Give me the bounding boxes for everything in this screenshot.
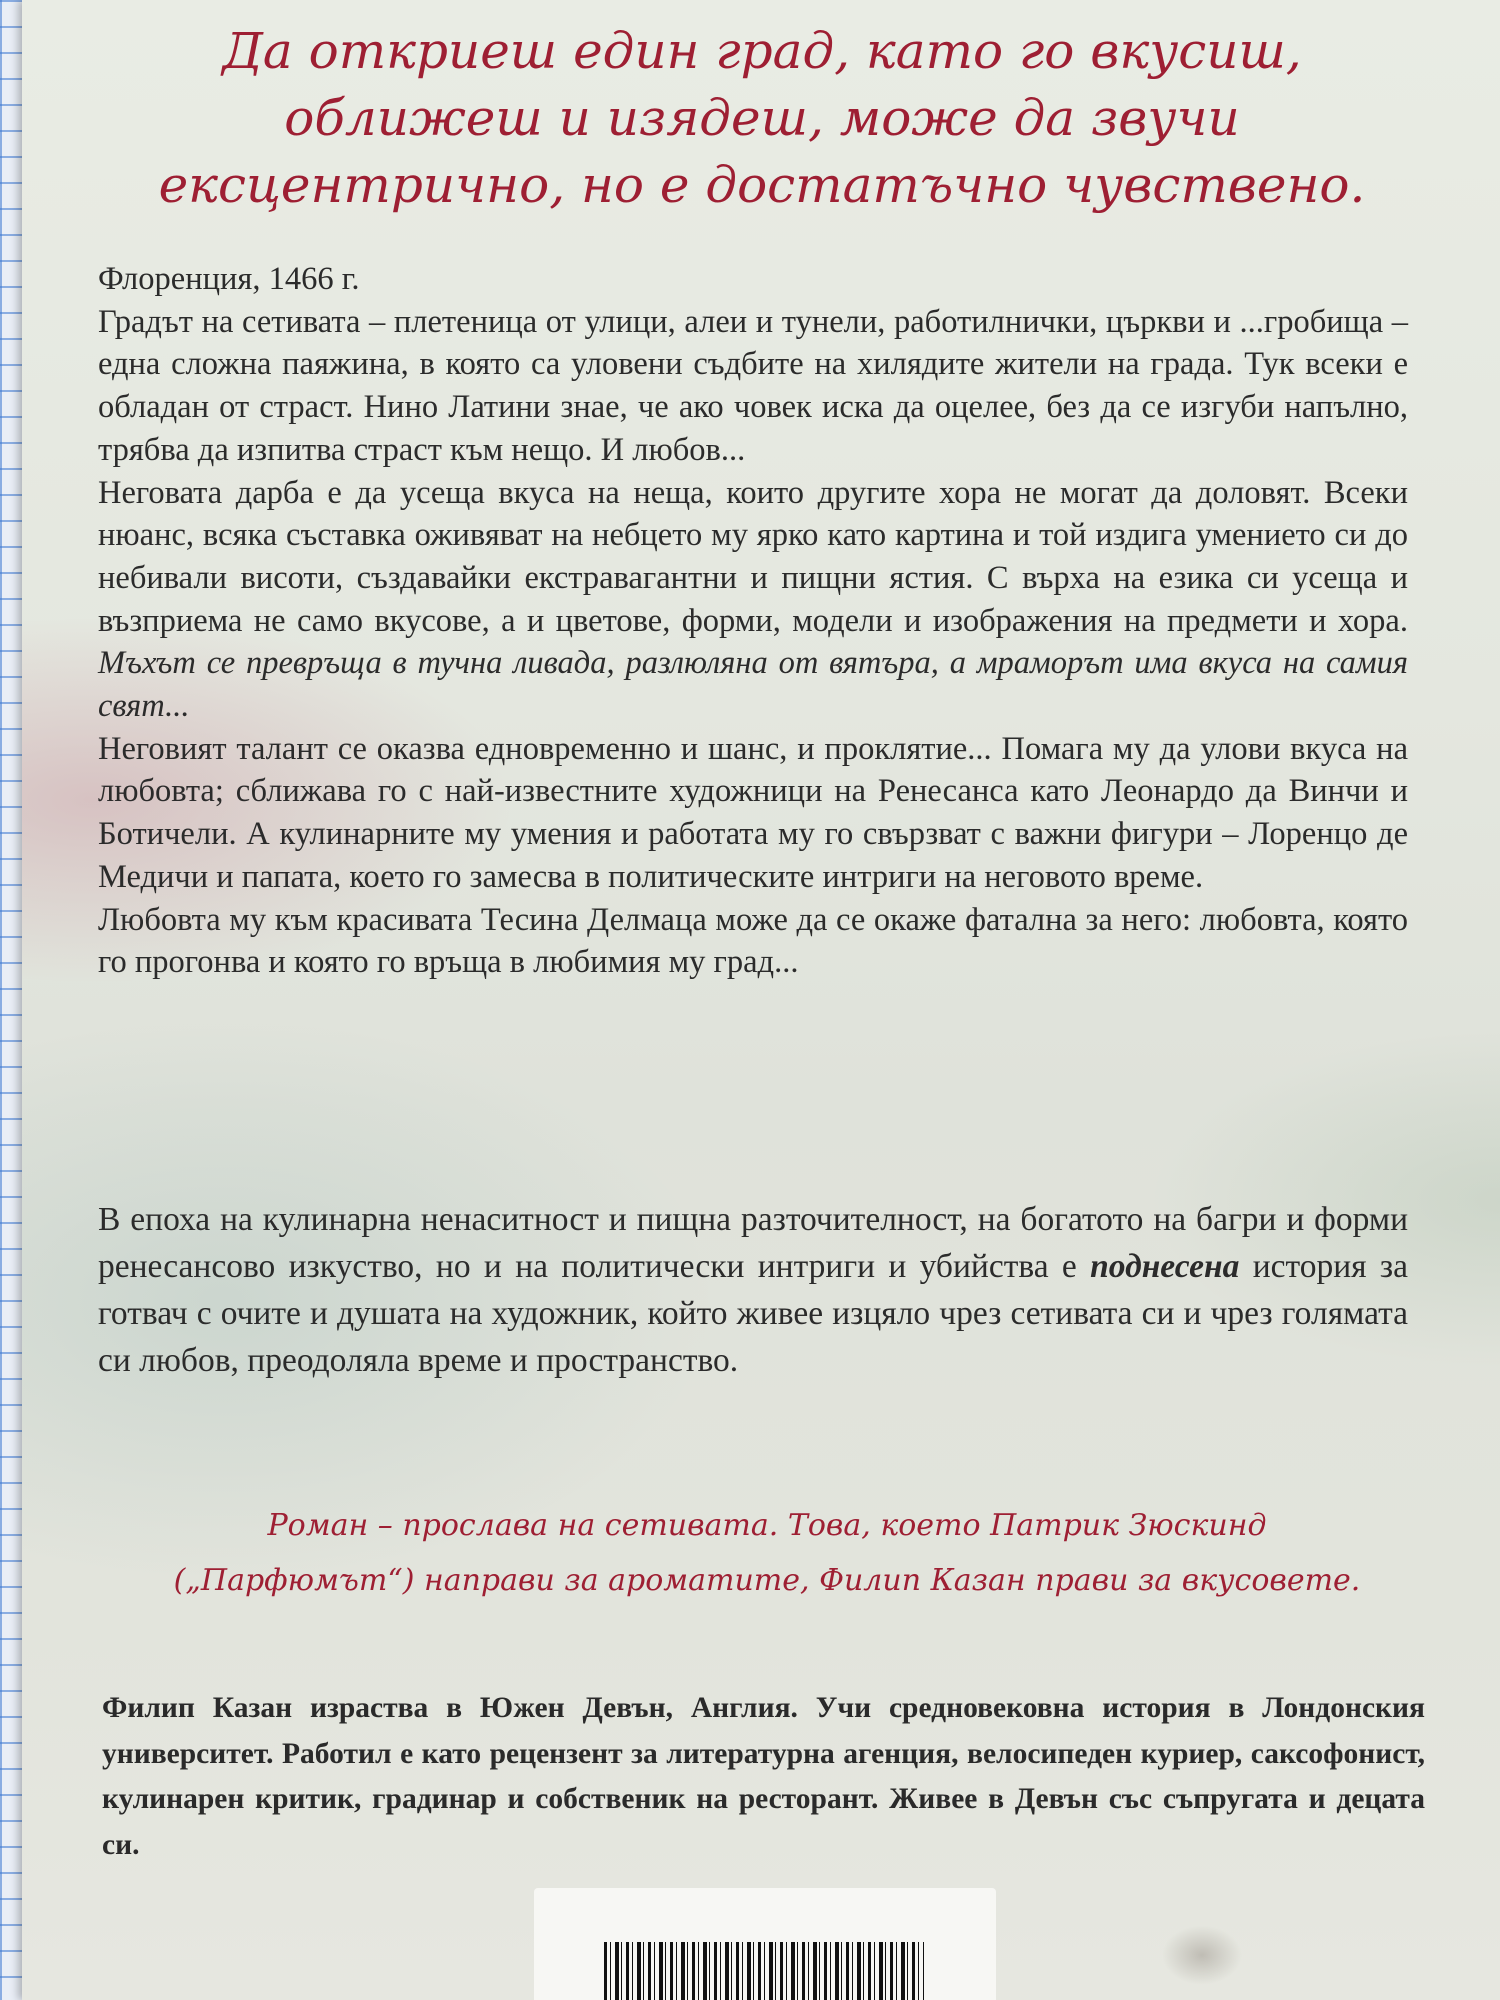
place-date: Флоренция, 1466 г. xyxy=(98,261,360,297)
epoch-paragraph-block xyxy=(98,1196,1408,1384)
synopsis-italic-quote: Мъхът се превръща в тучна ливада, разлюляна от вятъра, а мраморът има вкуса на самия свят... xyxy=(98,645,1408,725)
epoch-text-before: В епоха на кулинарна ненаситност и пищна разточителност, на богатото на багри и форми ренесансово изкуство, но и на политически интриги и убийства е xyxy=(98,1201,1408,1285)
synopsis xyxy=(98,258,1408,984)
praise-quote xyxy=(102,1498,1432,1608)
author-bio: Филип Казан израства в Южен Девън, Англия. Учи средновековна история в Лондонския университет. Работил е като рецензент за литературна агенция, велосипеден куриер, саксофонист, кулинарен критик, градинар и собственик на ресторант. Живее в Девън със съпругата и децата си. xyxy=(102,1692,1425,1861)
synopsis-paragraph-2 xyxy=(98,472,1408,728)
book-back-cover xyxy=(22,0,1500,2000)
barcode-label xyxy=(534,1888,996,2000)
praise-line-1: Роман – прослава на сетивата. Това, което Патрик Зюскинд xyxy=(267,1508,1267,1543)
synopsis-paragraph-4: Любовта му към красивата Тесина Делмаца може да се окаже фатална за него: любовта, която го прогонва и която го връща в любимия му град... xyxy=(98,901,1408,981)
synopsis-paragraph-3: Неговият талант се оказва едновременно и шанс, и проклятие... Помага му да улови вкуса на любовта; сближава го с най-известните художници на Ренесанса като Леонардо да Винчи и Ботичели. А кулинарните му умения и работата му го свързват с важни фигури – Лоренцо де Медичи и папата, което го замесва в политическите интриги на неговото време. xyxy=(98,730,1408,895)
praise-line-2: („Парфюмът“) направи за ароматите, Филип Казан прави за вкусовете. xyxy=(173,1563,1361,1598)
tagline xyxy=(62,18,1462,219)
barcode xyxy=(604,1942,924,2000)
synopsis-paragraph-2-text: Неговата дарба е да усеща вкуса на неща, които другите хора не могат да доловят. Всеки нюанс, всяка съставка оживяват на небцето му ярко като картина и той издига умението си до небивали висоти, създавайки екстравагантни и пищни ястия. С върха на езика си усеща и възприема не само вкусове, а и цветове, форми, модели и изображения на предмети и хора. xyxy=(98,474,1408,639)
tagline-line-1: Да откриеш един град, като го вкусиш, xyxy=(222,22,1302,80)
cover-scuff-mark xyxy=(1162,1925,1242,1985)
synopsis-paragraph-1: Градът на сетивата – плетеница от улици, алеи и тунели, работилнички, църкви и ...гробища – една сложна паяжина, в която са уловени съдбите на хилядите жители на града. Тук всеки е обладан от страст. Нино Латини знае, че ако човек иска да оцелее, без да се изгуби напълно, трябва да изпитва страст към нещо. И любов... xyxy=(98,303,1408,468)
tagline-line-2: оближеш и изядеш, може да звучи xyxy=(284,89,1240,147)
epoch-paragraph xyxy=(98,1196,1408,1384)
tagline-line-3: ексцентрично, но е достатъчно чувствено. xyxy=(158,156,1366,214)
epoch-emphasis: поднесена xyxy=(1090,1248,1240,1285)
epoch-text-after: история за готвач с очите и душата на художник, който живее изцяло чрез сетивата си и чрез голямата си любов, преодоляла време и пространство. xyxy=(98,1248,1408,1379)
